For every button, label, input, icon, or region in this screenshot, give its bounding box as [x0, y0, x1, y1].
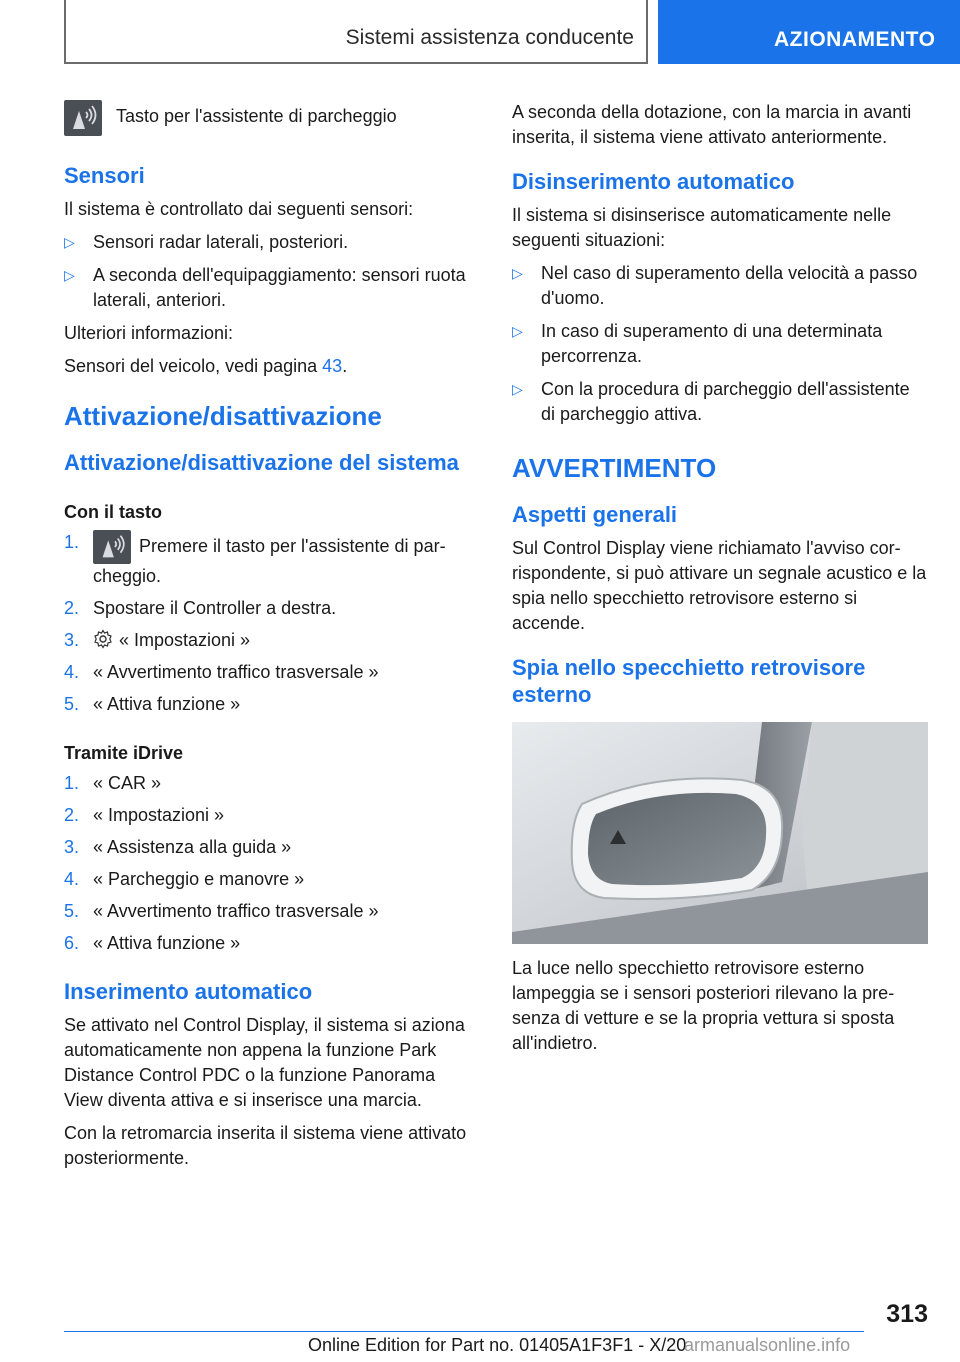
- page-link[interactable]: 43: [322, 356, 343, 376]
- triangle-bullet-icon: ▷: [64, 234, 75, 250]
- step-item: 5. « Avvertimento traffico trasversale »: [64, 901, 379, 921]
- intro-text: Tasto per l'assistente di parcheggio: [116, 106, 397, 126]
- footer-edition: Online Edition for Part no. 01405A1F3F1 - X/20: [308, 1335, 687, 1355]
- list-item: ▷ Con la procedura di parcheggio dell'assistente di parcheggio attiva.: [512, 379, 910, 424]
- sensori-text: Il sistema è controllato dai seguenti sensori:: [64, 199, 414, 219]
- sensori-list: [64, 230, 476, 313]
- heading-auto-off: Disinserimento automatico: [512, 169, 795, 194]
- left-column: [64, 100, 476, 1179]
- heading-idrive: Tramite iDrive: [64, 743, 184, 763]
- step-item: 6. « Attiva funzione »: [64, 933, 241, 953]
- step-item: 1. « CAR »: [64, 773, 162, 793]
- mirror-caption: La luce nello specchietto retrovisore esterno lampeggia se i sensori posteriori rilevano la presenza di vetture e se la propria vettura si sposta all'indietro.: [512, 958, 895, 1053]
- watermark: armanualsonline.info: [684, 1335, 851, 1355]
- triangle-bullet-icon: ▷: [512, 265, 523, 281]
- triangle-bullet-icon: ▷: [512, 381, 523, 397]
- page-number: 313: [886, 1300, 928, 1328]
- heading-activation-system: Attivazione/disattivazione del sistema: [64, 450, 459, 475]
- settings-gear-icon: [93, 629, 113, 649]
- heading-activation: Attivazione/disattivazione: [64, 401, 382, 431]
- intro-row: [64, 100, 476, 136]
- header-chapter-tab[interactable]: [658, 0, 960, 64]
- further-label: Ulteriori informazioni:: [64, 323, 234, 343]
- park-assist-button-icon: [93, 530, 131, 564]
- list-item: ▷ Sensori radar laterali, posteriori.: [64, 230, 476, 255]
- side-mirror-image: [512, 722, 928, 944]
- heading-auto-on: Inserimento automatico: [64, 979, 313, 1004]
- heading-mirror: Spia nello specchietto retrovisore esterno: [512, 655, 866, 707]
- header-section-title: [64, 0, 648, 64]
- general-text: Sul Control Display viene richiamato l'avviso corrispondente, si può attivare un segnale acustico e la spia nello specchietto retrovisore esterno si accende.: [512, 538, 927, 633]
- section-title: Sistemi assistenza conducente: [345, 26, 634, 49]
- step-item: 4. « Avvertimento traffico trasversale »: [64, 662, 379, 682]
- triangle-bullet-icon: ▷: [64, 267, 75, 283]
- further-text: Sensori del veicolo, vedi pagina 43.: [64, 356, 348, 376]
- list-item: ▷ In caso di superamento di una determinata percorrenza.: [512, 321, 883, 366]
- step-item: 3. « Impostazioni »: [64, 630, 251, 650]
- idrive-steps: [64, 771, 476, 956]
- right-column: [512, 100, 928, 1064]
- forward-paragraph: A seconda della dotazione, con la marcia in avanti inserita, il sistema viene attivato anteriormente.: [512, 102, 912, 147]
- heading-sensori: Sensori: [64, 163, 145, 188]
- step-item: 5. « Attiva funzione »: [64, 694, 241, 714]
- button-steps: [64, 530, 476, 717]
- auto-off-text: Il sistema si disinserisce automaticamente nelle seguenti situazioni:: [512, 205, 892, 250]
- heading-general: Aspetti generali: [512, 502, 678, 527]
- footer-divider: [64, 1331, 864, 1332]
- park-assist-button-icon: [64, 100, 102, 136]
- list-item: ▷ Nel caso di superamento della velocità a passo d'uomo.: [512, 263, 918, 308]
- auto-on-paragraph-2: Con la retromarcia inserita il sistema viene attivato posteriormente.: [64, 1123, 467, 1168]
- heading-with-button: Con il tasto: [64, 502, 162, 522]
- chapter-title: AZIONAMENTO: [774, 28, 936, 51]
- list-item: ▷ A seconda dell'equipaggiamento: sensori ruota laterali, anteriori.: [64, 265, 466, 310]
- step-item: 1. Premere il tasto per l'assistente di parcheggio.: [64, 532, 446, 586]
- step-item: 4. « Parcheggio e manovre »: [64, 869, 305, 889]
- triangle-bullet-icon: ▷: [512, 323, 523, 339]
- heading-warning: AVVERTIMENTO: [512, 453, 717, 483]
- auto-off-list: [512, 261, 928, 427]
- step-item: 2. Spostare il Controller a destra.: [64, 598, 337, 618]
- step-item: 2. « Impostazioni »: [64, 805, 225, 825]
- auto-on-paragraph-1: Se attivato nel Control Display, il sistema si aziona automaticamente non appena la funzione Park Distance Control PDC o la funzione Panorama View diventa attiva e si inserisce una marcia.: [64, 1015, 465, 1110]
- step-item: 3. « Assistenza alla guida »: [64, 837, 292, 857]
